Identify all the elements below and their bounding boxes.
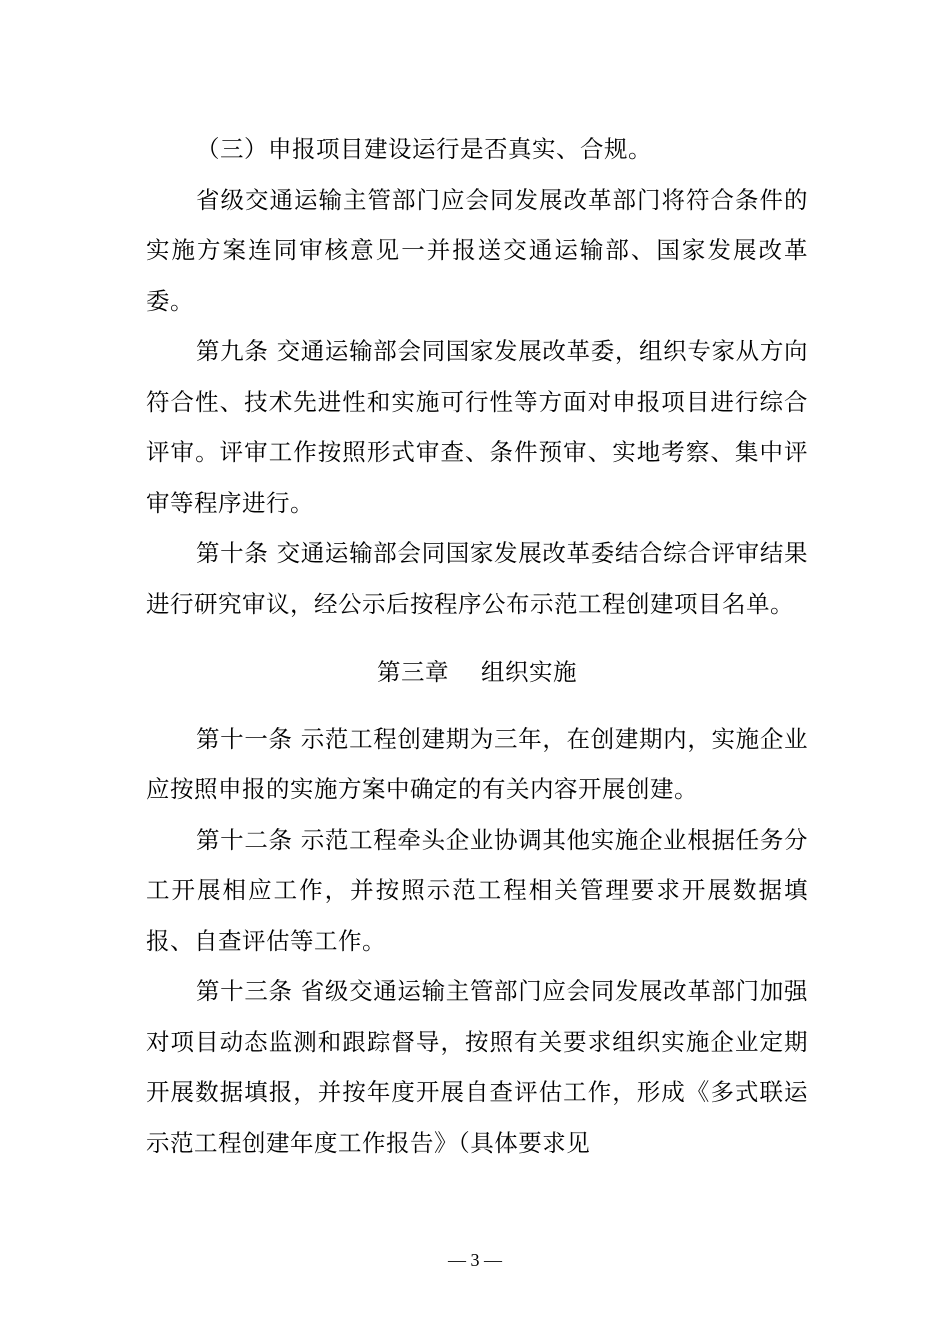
paragraph-article-11: 第十一条 示范工程创建期为三年，在创建期内，实施企业应按照申报的实施方案中确定的有关内容开展创建。 [146, 724, 808, 803]
paragraph-article-10: 第十条 交通运输部会同国家发展改革委结合综合评审结果进行研究审议，经公示后按程序公布示范工程创建项目名单。 [146, 539, 808, 618]
paragraph-article-9: 第九条 交通运输部会同国家发展改革委，组织专家从方向符合性、技术先进性和实施可行性等方面对申报项目进行综合评审。评审工作按照形式审查、条件预审、实地考察、集中评审等程序进行。 [146, 337, 808, 517]
document-body [146, 124, 808, 1168]
chapter-number: 第三章 [377, 658, 449, 686]
chapter-heading [146, 647, 808, 698]
chapter-title: 组织实施 [481, 658, 577, 686]
page-number: — 3 — [448, 1250, 502, 1270]
paragraph-article-13: 第十三条 省级交通运输主管部门应会同发展改革部门加强对项目动态监测和跟踪督导，按照有关要求组织实施企业定期开展数据填报，并按年度开展自查评估工作，形成《多式联运示范工程创建年度工作报告》（具体要求见 [146, 977, 808, 1157]
paragraph-article-12: 第十二条 示范工程牵头企业协调其他实施企业根据任务分工开展相应工作，并按照示范工程相关管理要求开展数据填报、自查评估等工作。 [146, 825, 808, 955]
paragraph-submission: 省级交通运输主管部门应会同发展改革部门将符合条件的实施方案连同审核意见一并报送交通运输部、国家发展改革委。 [146, 185, 808, 315]
paragraph-item-3: （三）申报项目建设运行是否真实、合规。 [196, 135, 652, 163]
